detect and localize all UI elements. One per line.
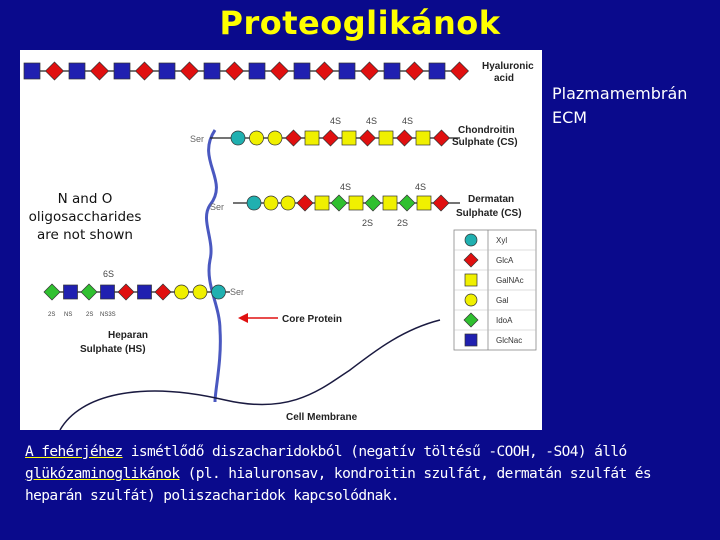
legend-idoa-label: IdoA	[496, 316, 513, 325]
ds-galnac-symbol	[383, 196, 397, 210]
ha-glca-symbol	[136, 62, 154, 80]
sulfation-ds-2: 4S	[415, 182, 427, 192]
ha-glcnac-symbol	[159, 63, 175, 79]
hs-glcnac-symbol	[101, 285, 115, 299]
sulfation-cs-3: 4S	[402, 116, 414, 126]
cs-gal-symbol	[268, 131, 282, 145]
cs-glca-symbol	[323, 130, 339, 146]
caption-part-4: (pl. hialuronsav, kondroitin szulfát, dermatán szulfát és heparán szulfát) poliszacharidok kapcsolódnak.	[25, 466, 651, 504]
sulfation-hs-6s: 6S	[103, 269, 115, 279]
dermatan-label-2: Sulphate (CS)	[456, 208, 522, 219]
cs-glca-symbol	[360, 130, 376, 146]
ds-gal-symbol	[281, 196, 295, 210]
note-line-1: N and O	[57, 191, 113, 207]
ser-label-hs: Ser	[230, 287, 245, 297]
cs-galnac-symbol	[342, 131, 356, 145]
ha-glcnac-symbol	[249, 63, 265, 79]
heparan-label-1: Heparan	[108, 330, 149, 341]
legend-galnac-symbol	[465, 274, 477, 286]
cell-membrane-label: Cell Membrane	[286, 412, 358, 423]
cs-galnac-symbol	[305, 131, 319, 145]
hs-gal-symbol	[175, 285, 189, 299]
note-line-2: oligosaccharides	[28, 209, 142, 225]
ds-xyl-symbol	[247, 196, 261, 210]
ds-idoa-symbol	[399, 195, 415, 211]
ds-idoa-symbol	[331, 195, 347, 211]
legend-glcnac-symbol	[465, 334, 477, 346]
caption-part-1: A fehérjéhez	[25, 444, 123, 460]
ha-glcnac-symbol	[204, 63, 220, 79]
ha-glca-symbol	[361, 62, 379, 80]
chondroitin-label-1: Chondroitin	[458, 125, 515, 136]
ha-glca-symbol	[226, 62, 244, 80]
ds-gal-symbol	[264, 196, 278, 210]
hyaluronic-label-2: acid	[494, 73, 515, 84]
hs-idoa-symbol	[44, 284, 60, 300]
ha-glca-symbol	[316, 62, 334, 80]
sulfation-hs-3: 2S	[86, 312, 94, 318]
sulfation-hs-4: NS3S	[100, 312, 116, 318]
hs-gal-symbol	[193, 285, 207, 299]
hs-xyl-symbol	[212, 285, 226, 299]
oligosaccharide-note	[22, 190, 148, 246]
ha-glcnac-symbol	[69, 63, 85, 79]
sulfation-ds-4: 2S	[397, 218, 409, 228]
legend-gal-label: Gal	[496, 296, 509, 305]
legend-xyl-label: Xyl	[496, 236, 508, 245]
ha-glcnac-symbol	[339, 63, 355, 79]
hyaluronic-label-1: Hyaluronic	[482, 61, 534, 72]
page-title: Proteoglikánok	[219, 4, 501, 42]
ser-label-cs: Ser	[190, 134, 205, 144]
core-protein-arrow	[238, 313, 278, 323]
note-line-3: are not shown	[37, 227, 133, 243]
ha-glcnac-symbol	[114, 63, 130, 79]
ha-glca-symbol	[91, 62, 109, 80]
plasma-membrane-label: Plazmamembrán	[552, 84, 688, 103]
dermatan-label-1: Dermatan	[468, 194, 515, 205]
cs-gal-symbol	[250, 131, 264, 145]
legend-glcnac-label: GlcNac	[496, 336, 523, 345]
hyaluronic-acid-chain	[24, 62, 469, 80]
monosaccharide-legend	[454, 230, 536, 350]
ser-label-ds: Ser	[210, 202, 225, 212]
legend-xyl-symbol	[465, 234, 477, 246]
caption-part-2: ismétlődő diszacharidokból (negatív töltésű -COOH, -SO4) álló	[122, 444, 627, 460]
caption-part-3: glükózaminoglikánok	[25, 466, 180, 482]
legend-glca-label: GlcA	[496, 256, 514, 265]
ha-glca-symbol	[181, 62, 199, 80]
hs-glcnac-symbol	[138, 285, 152, 299]
hs-glca-symbol	[155, 284, 171, 300]
sulfation-ds-1: 4S	[340, 182, 352, 192]
ds-idoa-symbol	[365, 195, 381, 211]
hs-glcnac-symbol	[64, 285, 78, 299]
legend-galnac-label: GalNAc	[496, 276, 524, 285]
ds-glca-symbol	[433, 195, 449, 211]
sulfation-cs-2: 4S	[366, 116, 378, 126]
ha-glcnac-symbol	[429, 63, 445, 79]
sulfation-ds-3: 2S	[362, 218, 374, 228]
hs-glca-symbol	[118, 284, 134, 300]
ds-galnac-symbol	[417, 196, 431, 210]
cs-glca-symbol	[286, 130, 302, 146]
ds-galnac-symbol	[349, 196, 363, 210]
cs-xyl-symbol	[231, 131, 245, 145]
cs-glca-symbol	[434, 130, 450, 146]
ha-glca-symbol	[271, 62, 289, 80]
ha-glcnac-symbol	[24, 63, 40, 79]
sulfation-hs-2: NS	[64, 312, 73, 318]
cs-galnac-symbol	[416, 131, 430, 145]
core-protein-label: Core Protein	[282, 314, 343, 325]
ds-galnac-symbol	[315, 196, 329, 210]
cs-galnac-symbol	[379, 131, 393, 145]
ds-glca-symbol	[297, 195, 313, 211]
legend-gal-symbol	[465, 294, 477, 306]
ha-glca-symbol	[406, 62, 424, 80]
cs-glca-symbol	[397, 130, 413, 146]
ha-glcnac-symbol	[384, 63, 400, 79]
sulfation-cs-1: 4S	[330, 116, 342, 126]
ecm-label: ECM	[552, 108, 588, 127]
chondroitin-label-2: Sulphate (CS)	[452, 137, 518, 148]
ha-glca-symbol	[451, 62, 469, 80]
ha-glcnac-symbol	[294, 63, 310, 79]
description-caption	[25, 441, 705, 507]
hs-idoa-symbol	[81, 284, 97, 300]
sulfation-hs-1: 2S	[48, 312, 56, 318]
ha-glca-symbol	[46, 62, 64, 80]
heparan-label-2: Sulphate (HS)	[80, 344, 146, 355]
core-protein-strand	[206, 130, 220, 402]
